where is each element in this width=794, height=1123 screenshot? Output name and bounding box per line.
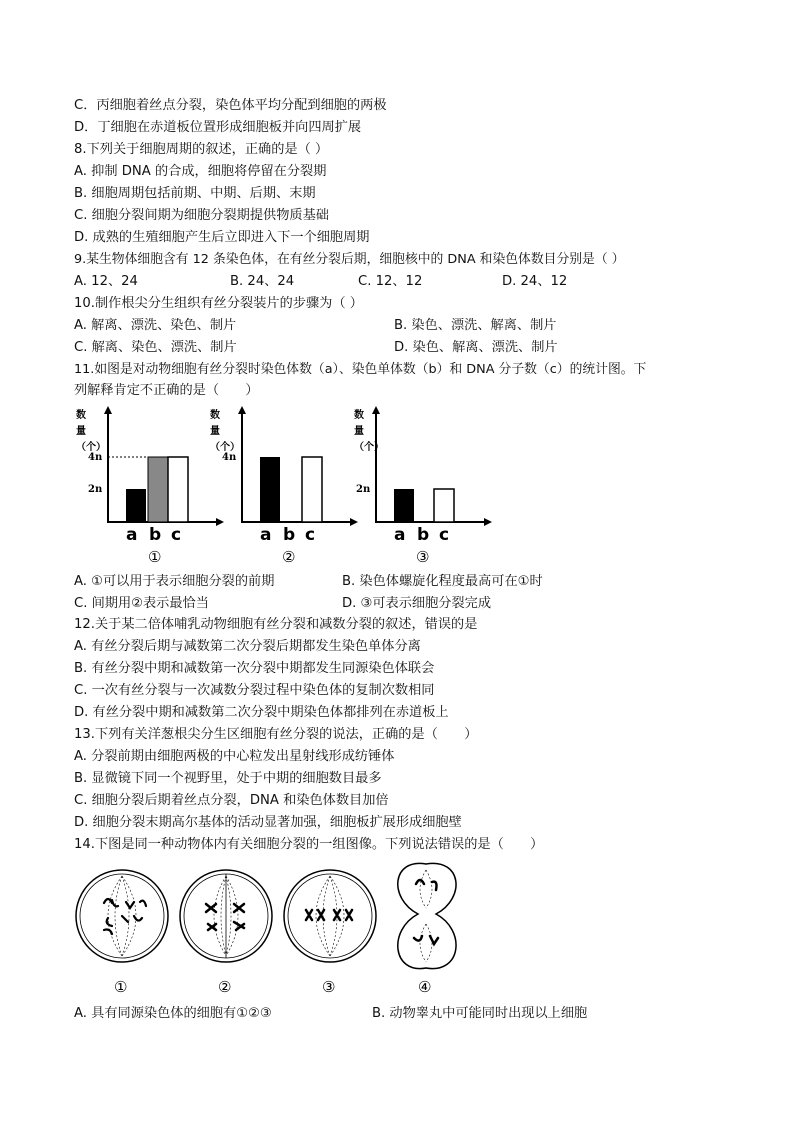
- chart3-ylabel-1: 数: [354, 410, 364, 421]
- q10-stem: 10.制作根尖分生组织有丝分裂装片的步骤为（ ）: [74, 296, 363, 311]
- q9-option-d: D. 24、12: [502, 274, 568, 289]
- cell-figure-3: [284, 870, 376, 996]
- chart1-tick-2n: 2n: [88, 484, 103, 495]
- cell-label-3: ③: [322, 978, 336, 996]
- q9-stem: 9.某生物体细胞含有 12 条染色体，在有丝分裂后期，细胞核中的 DNA 和染色体数目分别是（ ）: [74, 252, 625, 267]
- chart1-bar-c: [168, 457, 188, 522]
- q7-option-d: D．丁细胞在赤道板位置形成细胞板并向四周扩展: [74, 120, 362, 135]
- chart3-cat-a: a: [394, 525, 406, 545]
- chart2-bar-c: [302, 457, 322, 522]
- q12-option-a: A. 有丝分裂后期与减数第二次分裂后期都发生染色单体分离: [74, 639, 421, 654]
- chart1-cat-a: a: [126, 525, 138, 545]
- q11-option-a: A. ①可以用于表示细胞分裂的前期: [74, 574, 275, 589]
- cell-figure-4: [398, 863, 456, 996]
- q8-stem: 8.下列关于细胞周期的叙述，正确的是（ ）: [74, 142, 329, 157]
- chart1-cat-c: c: [171, 525, 182, 545]
- q12-option-c: C. 一次有丝分裂与一次减数分裂过程中染色体的复制次数相同: [74, 683, 435, 698]
- chart2-ylabel-3: （个）: [210, 442, 240, 453]
- q13-option-c: C. 细胞分裂后期着丝点分裂，DNA 和染色体数目加倍: [74, 793, 389, 808]
- cell-label-4: ④: [418, 978, 432, 996]
- chart1-tick-4n: 4n: [88, 452, 103, 463]
- chart1-bar-a: [126, 489, 146, 522]
- chart-panel-1: [76, 406, 224, 566]
- chart3-ylabel-2: 量: [354, 426, 364, 437]
- q13-option-b: B. 显微镜下同一个视野里，处于中期的细胞数目最多: [74, 771, 382, 786]
- q9-option-b: B. 24、24: [230, 274, 295, 289]
- q13-option-d: D. 细胞分裂末期高尔基体的活动显著加强，细胞板扩展形成细胞壁: [74, 815, 462, 830]
- q14-cell-figures: [74, 858, 474, 998]
- q13-stem: 13.下列有关洋葱根尖分生区细胞有丝分裂的说法，正确的是（ ）: [74, 727, 478, 742]
- chart-panel-2: [210, 406, 358, 566]
- chart-panel-3: [354, 406, 492, 566]
- chart2-cat-c: c: [305, 525, 316, 545]
- chart3-cat-c: c: [439, 525, 450, 545]
- cell-label-2: ②: [218, 978, 232, 996]
- q10-option-c: C. 解离、染色、漂洗、制片: [74, 340, 237, 355]
- q11-option-c: C. 间期用②表示最恰当: [74, 596, 209, 611]
- chart3-cat-b: b: [417, 525, 430, 545]
- chart2-panel-label: ②: [282, 548, 296, 566]
- q11-charts: [70, 400, 510, 572]
- q10-option-d: D. 染色、解离、漂洗、制片: [394, 340, 558, 355]
- q12-stem: 12.关于某二倍体哺乳动物细胞有丝分裂和减数分裂的叙述，错误的是: [74, 617, 478, 632]
- q8-option-d: D. 成熟的生殖细胞产生后立即进入下一个细胞周期: [74, 230, 370, 245]
- q14-option-b: B. 动物睾丸中可能同时出现以上细胞: [372, 1006, 588, 1021]
- q14-option-a: A. 具有同源染色体的细胞有①②③: [74, 1006, 272, 1021]
- q8-option-b: B. 细胞周期包括前期、中期、后期、末期: [74, 186, 316, 201]
- q11-stem-line2: 列解释肯定不正确的是（ ）: [74, 383, 259, 398]
- chart1-cat-b: b: [149, 525, 162, 545]
- q11-stem-line1: 11.如图是对动物细胞有丝分裂时染色体数（a）、染色单体数（b）和 DNA 分子数（c）的统计图。下: [74, 362, 647, 377]
- chart3-bar-a: [394, 489, 414, 522]
- chart2-tick-4n: 4n: [222, 452, 237, 463]
- chart1-panel-label: ①: [148, 548, 162, 566]
- chart3-tick-2n: 2n: [356, 484, 371, 495]
- chart2-bar-a: [260, 457, 280, 522]
- chart3-bar-c: [434, 489, 454, 522]
- chart1-bar-b: [148, 457, 168, 522]
- cell-figure-2: [180, 870, 272, 996]
- q9-option-a: A. 12、24: [74, 274, 138, 289]
- chart1-ylabel-1: 数: [76, 410, 86, 421]
- cell-figure-1: [76, 870, 168, 996]
- q8-option-a: A. 抑制 DNA 的合成，细胞将停留在分裂期: [74, 164, 327, 179]
- chart2-cat-a: a: [260, 525, 272, 545]
- chart2-cat-b: b: [283, 525, 296, 545]
- q8-option-c: C. 细胞分裂间期为细胞分裂期提供物质基础: [74, 208, 329, 223]
- cell-label-1: ①: [114, 978, 128, 996]
- q12-option-b: B. 有丝分裂中期和减数第一次分裂中期都发生同源染色体联会: [74, 661, 435, 676]
- q10-option-a: A. 解离、漂洗、染色、制片: [74, 318, 237, 333]
- q11-option-d: D. ③可表示细胞分裂完成: [342, 596, 492, 611]
- chart2-ylabel-1: 数: [210, 410, 220, 421]
- chart2-ylabel-2: 量: [210, 426, 220, 437]
- chart3-panel-label: ③: [416, 548, 430, 566]
- q10-option-b: B. 染色、漂洗、解离、制片: [394, 318, 557, 333]
- q7-option-c: C．丙细胞着丝点分裂，染色体平均分配到细胞的两极: [74, 98, 387, 113]
- q11-option-b: B. 染色体螺旋化程度最高可在①时: [342, 574, 543, 589]
- q12-option-d: D. 有丝分裂中期和减数第二次分裂中期染色体都排列在赤道板上: [74, 705, 449, 720]
- chart1-ylabel-2: 量: [76, 426, 86, 437]
- q9-option-c: C. 12、12: [358, 274, 423, 289]
- q13-option-a: A. 分裂前期由细胞两极的中心粒发出星射线形成纺锤体: [74, 749, 395, 764]
- q14-stem: 14.下图是同一种动物体内有关细胞分裂的一组图像。下列说法错误的是（ ）: [74, 837, 544, 852]
- chart3-ylabel-3: （个）: [354, 442, 384, 453]
- chart1-ylabel-3: （个）: [76, 442, 106, 453]
